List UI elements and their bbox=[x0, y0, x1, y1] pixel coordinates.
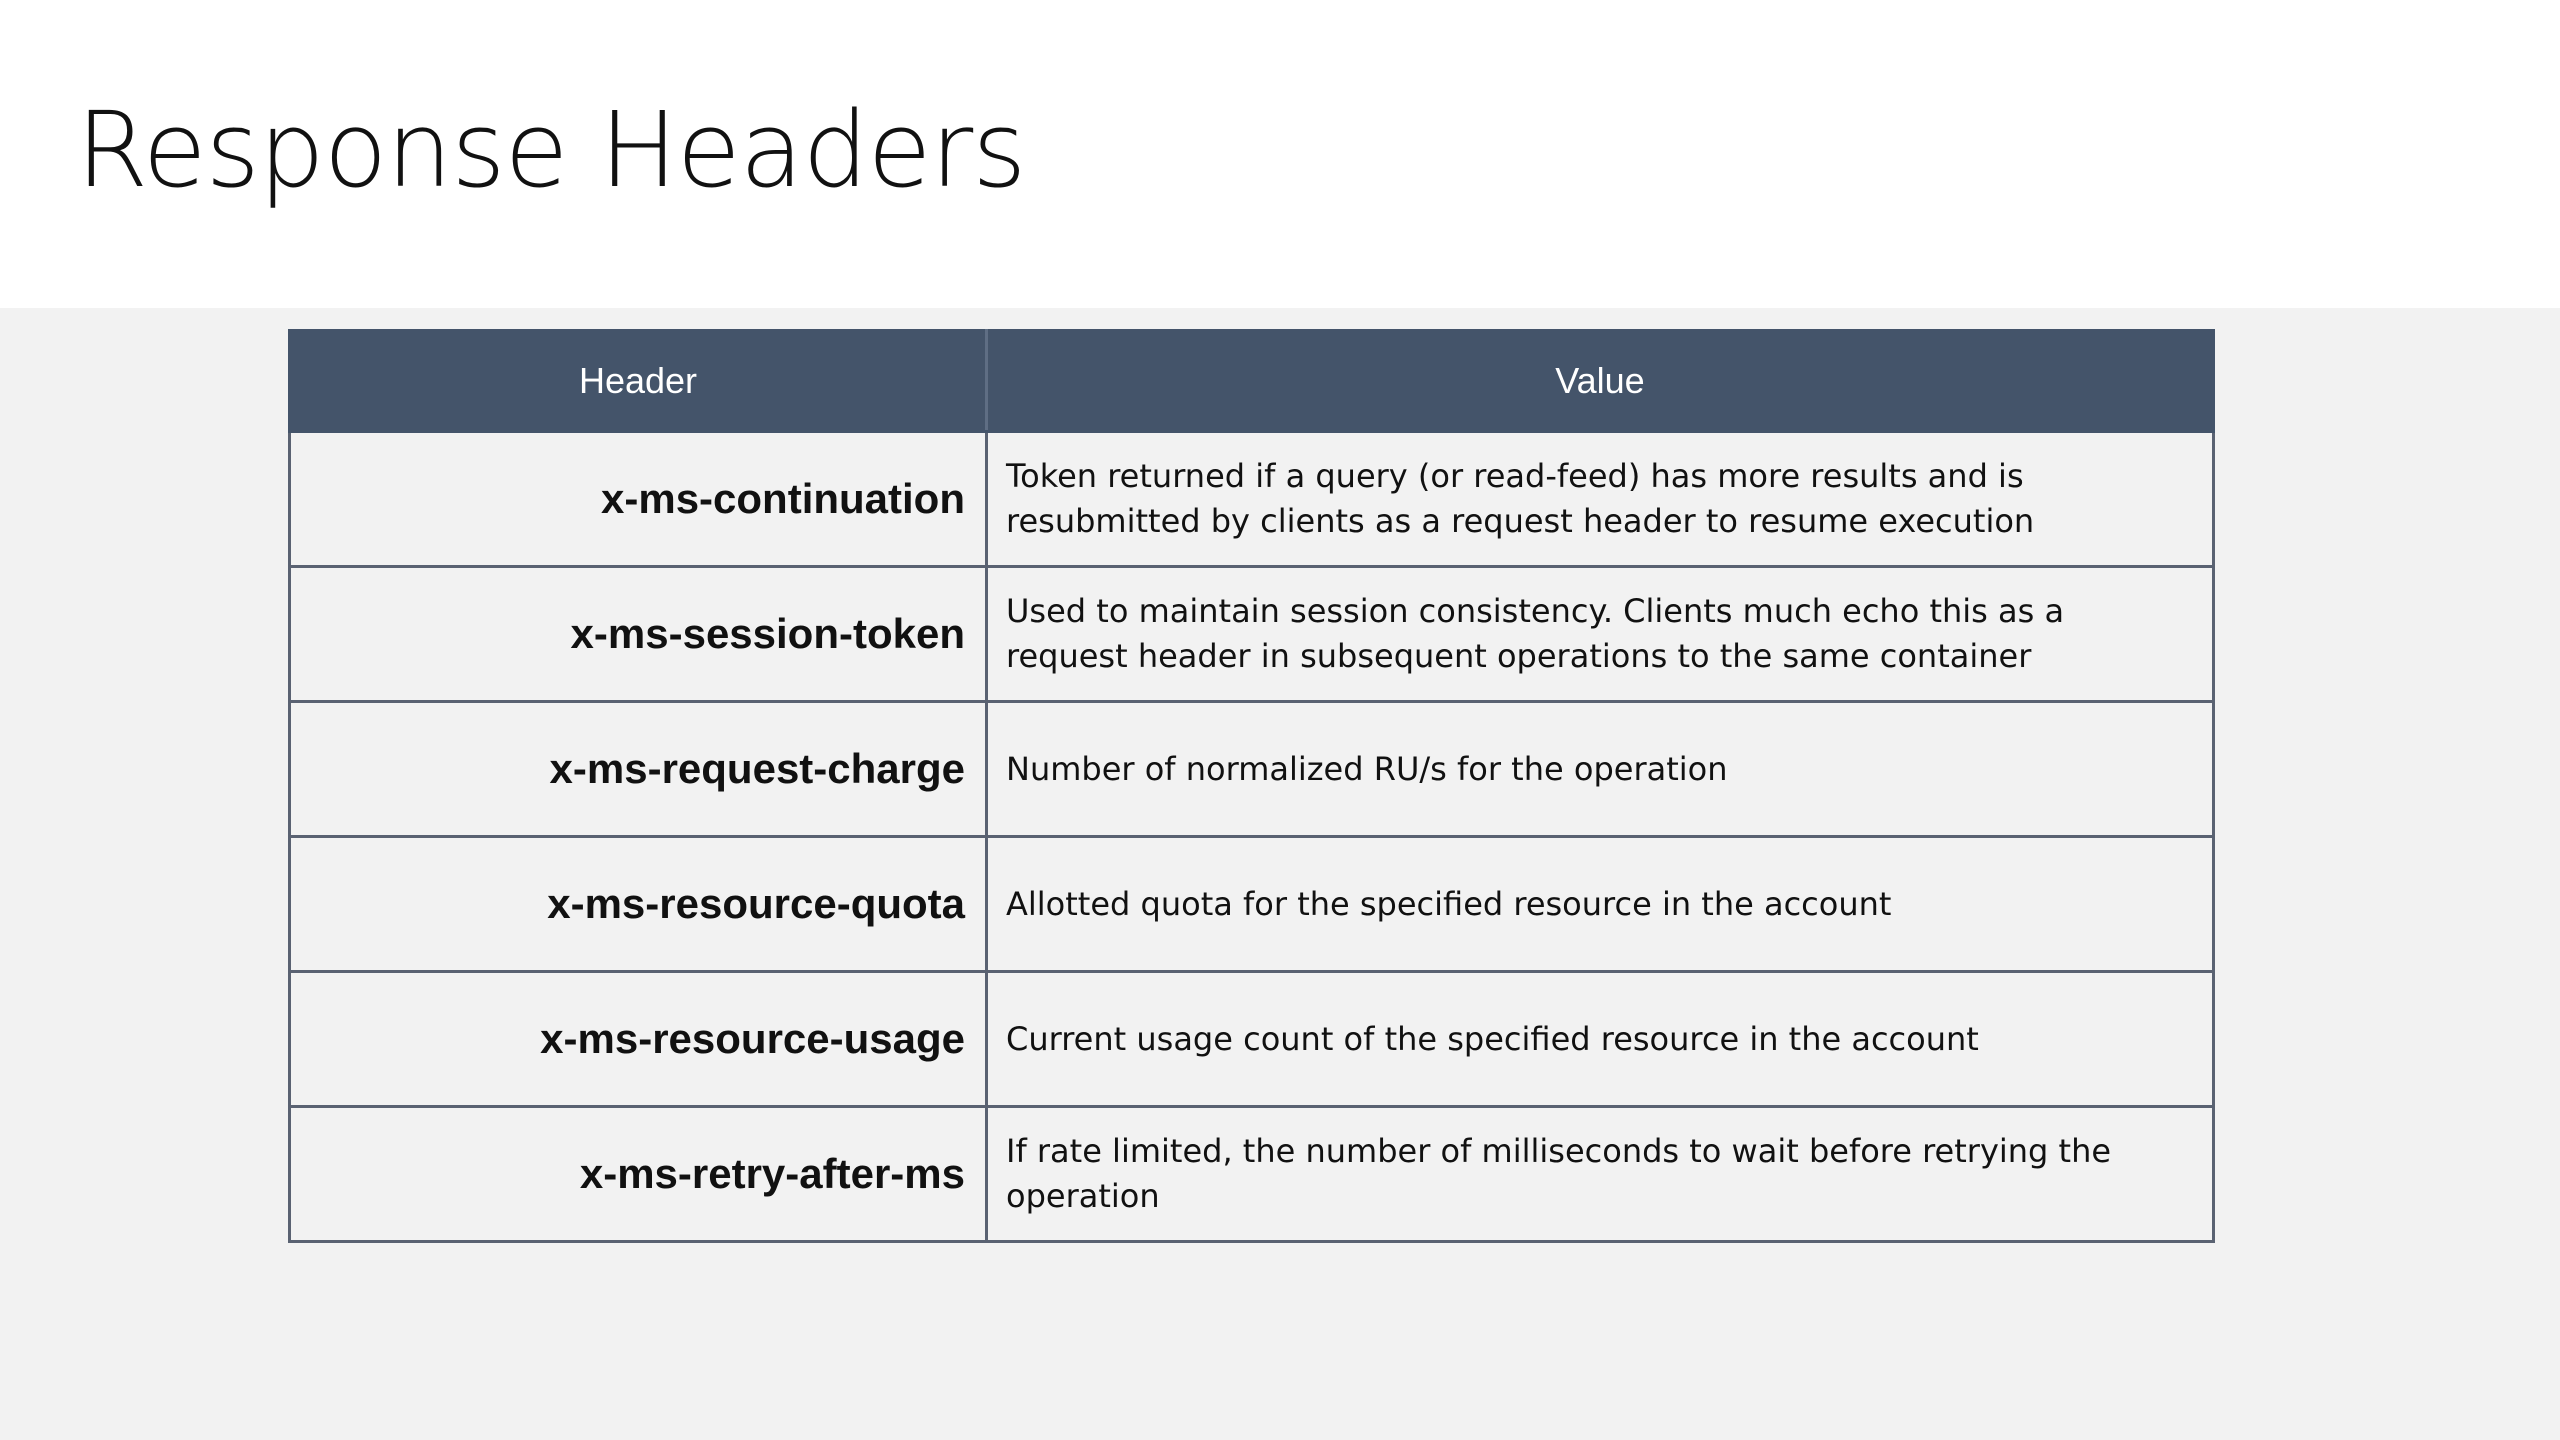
slide-title: Response Headers bbox=[76, 89, 1026, 211]
table-row bbox=[290, 567, 2214, 702]
table-row bbox=[290, 1107, 2214, 1242]
header-value-cell: Token returned if a query (or read-feed) has more results and is resubmitted by clients as a request header to resume execution bbox=[987, 432, 2214, 567]
header-name-cell: x-ms-session-token bbox=[290, 567, 987, 702]
header-value-cell: Number of normalized RU/s for the operation bbox=[987, 702, 2214, 837]
table-header-row bbox=[290, 331, 2214, 432]
response-headers-table bbox=[288, 329, 2215, 1243]
header-value-cell: Current usage count of the specified resource in the account bbox=[987, 972, 2214, 1107]
header-name-cell: x-ms-resource-quota bbox=[290, 837, 987, 972]
header-name-cell: x-ms-request-charge bbox=[290, 702, 987, 837]
column-header-header: Header bbox=[290, 331, 987, 432]
header-name-cell: x-ms-resource-usage bbox=[290, 972, 987, 1107]
header-value-cell: If rate limited, the number of milliseconds to wait before retrying the operation bbox=[987, 1107, 2214, 1242]
table-row bbox=[290, 702, 2214, 837]
table-row bbox=[290, 837, 2214, 972]
header-name-cell: x-ms-continuation bbox=[290, 432, 987, 567]
table-row bbox=[290, 432, 2214, 567]
table-row bbox=[290, 972, 2214, 1107]
header-name-cell: x-ms-retry-after-ms bbox=[290, 1107, 987, 1242]
column-header-value: Value bbox=[987, 331, 2214, 432]
header-value-cell: Allotted quota for the specified resource in the account bbox=[987, 837, 2214, 972]
header-value-cell: Used to maintain session consistency. Clients much echo this as a request header in subsequent operations to the same container bbox=[987, 567, 2214, 702]
title-area bbox=[0, 0, 2560, 308]
